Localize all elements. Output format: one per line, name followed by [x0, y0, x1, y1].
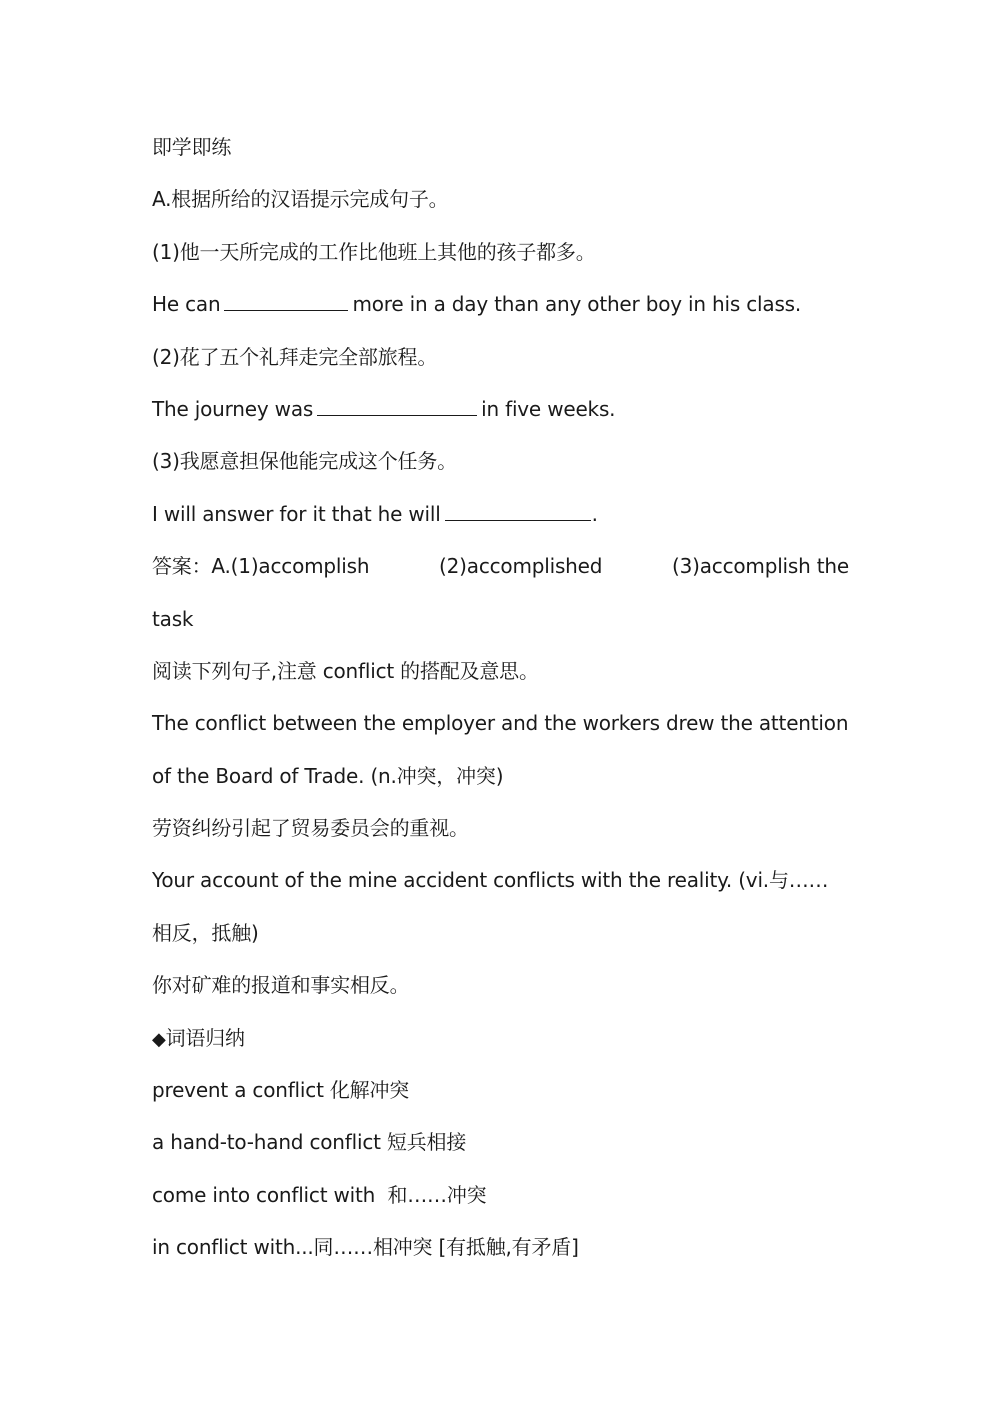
- exercise-3-prompt: (3)我愿意担保他能完成这个任务。: [152, 449, 457, 474]
- exercise-1-blank: [224, 288, 348, 311]
- example-2-translation: 你对矿难的报道和事实相反。: [152, 973, 410, 998]
- exercise-3-before: I will answer for it that he will: [152, 501, 441, 526]
- exercise-2-sentence: [152, 387, 852, 439]
- document-page: [152, 125, 852, 1278]
- vocab-summary-title: 词语归纳: [165, 1025, 245, 1050]
- section-title: 即学即练: [152, 135, 232, 159]
- answer-part-1: 答案：A.(1)accomplish: [152, 554, 370, 579]
- answer-part-3: (3)accomplish the: [672, 554, 849, 579]
- exercise-1-sentence: [152, 282, 852, 334]
- vocab-phrase: in conflict with...同……相冲突 [有抵触,有矛盾]: [152, 1235, 579, 1260]
- example-1-translation: 劳资纠纷引起了贸易委员会的重视。: [152, 816, 469, 841]
- exercise-3-after: .: [591, 501, 598, 526]
- exercise-2-blank: [317, 393, 477, 416]
- answer-continuation: task: [152, 606, 194, 631]
- example-1-line-1: The conflict between the employer and the workers drew the attention: [152, 711, 849, 736]
- exercise-a-instruction: A.根据所给的汉语提示完成句子。: [152, 187, 449, 212]
- exercise-2-before: The journey was: [152, 396, 314, 421]
- exercise-1-after: more in a day than any other boy in his class.: [352, 292, 802, 317]
- example-2-line-1: Your account of the mine accident conflicts with the reality. (vi.与……: [152, 868, 829, 893]
- answer-part-2: (2)accomplished: [439, 554, 603, 579]
- diamond-bullet-icon: ◆: [152, 1028, 166, 1050]
- exercise-3-blank: [445, 498, 591, 521]
- vocab-phrase: come into conflict with 和……冲突: [152, 1182, 487, 1207]
- example-1-line-2: of the Board of Trade. (n.冲突，冲突): [152, 763, 504, 788]
- conflict-intro: 阅读下列句子,注意 conflict 的搭配及意思。: [152, 658, 539, 683]
- vocab-summary-heading: [152, 1016, 852, 1068]
- exercise-3-sentence: [152, 492, 852, 544]
- exercise-2-after: in five weeks.: [481, 396, 616, 421]
- exercise-2-prompt: (2)花了五个礼拜走完全部旅程。: [152, 344, 438, 369]
- vocab-phrase: prevent a conflict 化解冲突: [152, 1078, 410, 1103]
- example-2-line-2: 相反，抵触): [152, 920, 259, 945]
- exercise-1-before: He can: [152, 292, 221, 317]
- exercise-1-prompt: (1)他一天所完成的工作比他班上其他的孩子都多。: [152, 239, 596, 264]
- vocab-phrase: a hand-to-hand conflict 短兵相接: [152, 1130, 467, 1155]
- answer-line: [152, 544, 849, 596]
